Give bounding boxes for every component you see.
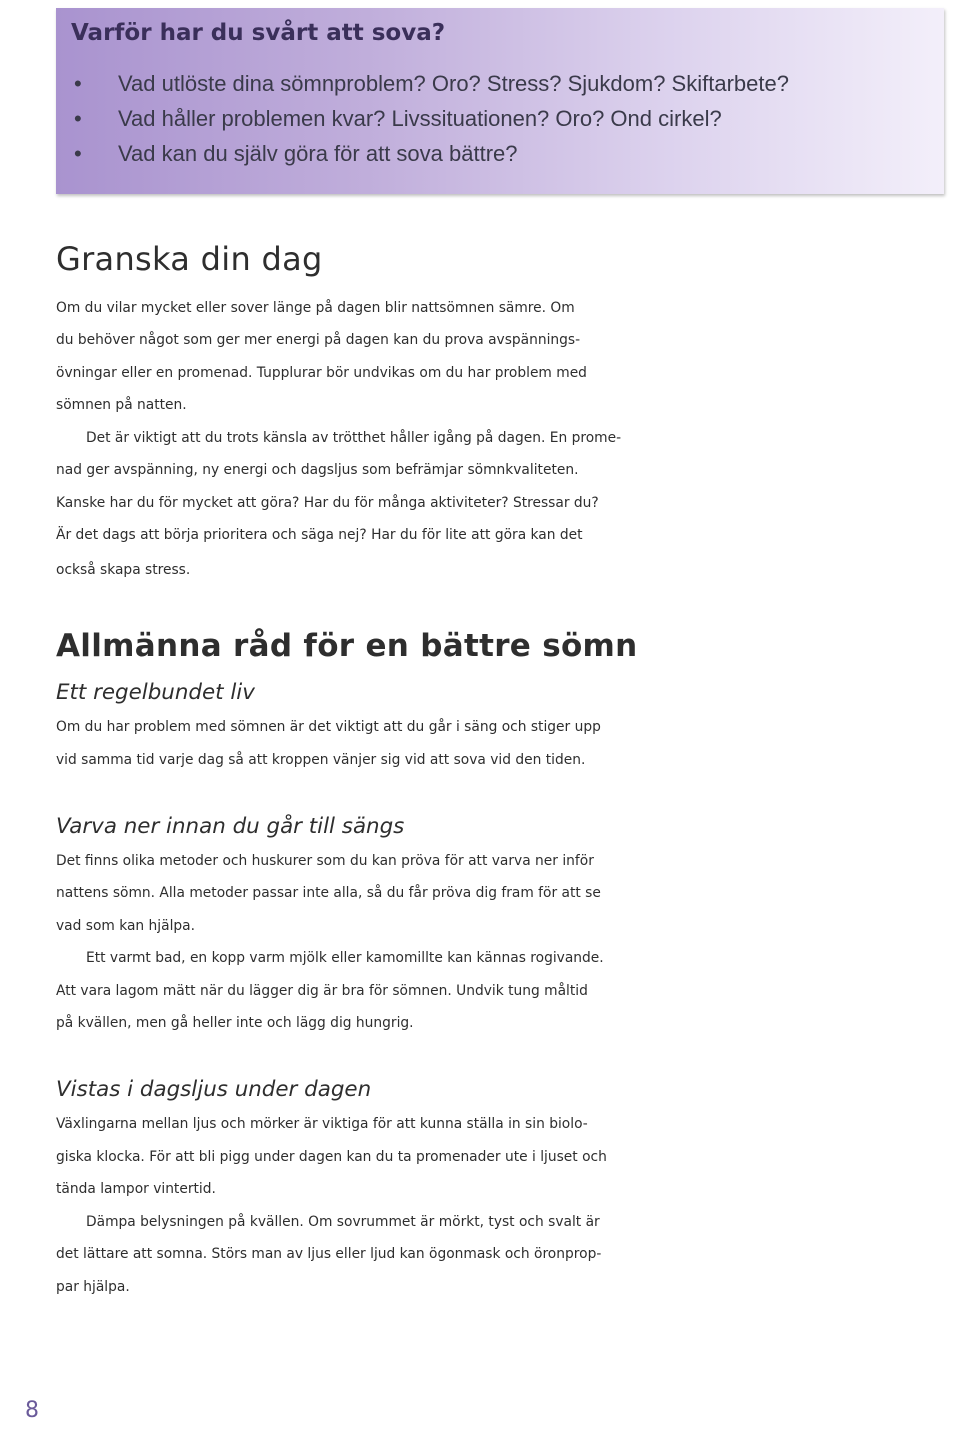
paragraph-line: du behöver något som ger mer energi på dagen kan du prova avspännings- bbox=[56, 332, 581, 348]
section-heading-granska: Granska din dag bbox=[56, 240, 323, 278]
paragraph-line: tända lampor vintertid. bbox=[56, 1181, 216, 1197]
list-item bbox=[71, 101, 789, 136]
list-item-text: Vad utlöste dina sömnproblem? Oro? Stress? Sjukdom? Skiftarbete? bbox=[118, 71, 789, 96]
paragraph-line: nattens sömn. Alla metoder passar inte alla, så du får pröva dig fram för att se bbox=[56, 885, 601, 901]
list-item bbox=[71, 136, 789, 171]
paragraph-line: Om du vilar mycket eller sover länge på dagen blir nattsömnen sämre. Om bbox=[56, 300, 575, 316]
bullet-icon: • bbox=[74, 71, 82, 96]
paragraph-line: Att vara lagom mätt när du lägger dig är bra för sömnen. Undvik tung måltid bbox=[56, 983, 588, 999]
paragraph-line: Är det dags att börja prioritera och säga nej? Har du för lite att göra kan det bbox=[56, 527, 583, 543]
question-list bbox=[71, 66, 789, 171]
paragraph-line: sömnen på natten. bbox=[56, 397, 187, 413]
paragraph-line: på kvällen, men gå heller inte och lägg dig hungrig. bbox=[56, 1015, 414, 1031]
subheading-varva-ner: Varva ner innan du går till sängs bbox=[56, 814, 405, 839]
paragraph-line: Dämpa belysningen på kvällen. Om sovrummet är mörkt, tyst och svalt är bbox=[86, 1214, 600, 1230]
paragraph-line: Det är viktigt att du trots känsla av trötthet håller igång på dagen. En prome- bbox=[86, 430, 622, 446]
paragraph-line: vad som kan hjälpa. bbox=[56, 918, 196, 934]
section-heading-allmanna: Allmänna råd för en bättre sömn bbox=[56, 628, 638, 664]
page-number: 8 bbox=[25, 1398, 39, 1423]
paragraph-line: giska klocka. För att bli pigg under dagen kan du ta promenader ute i ljuset och bbox=[56, 1149, 607, 1165]
paragraph-line: Om du har problem med sömnen är det viktigt att du går i säng och stiger upp bbox=[56, 719, 601, 735]
subheading-dagsljus: Vistas i dagsljus under dagen bbox=[56, 1077, 372, 1102]
list-item bbox=[71, 66, 789, 101]
paragraph-line: vid samma tid varje dag så att kroppen vänjer sig vid att sova vid den tiden. bbox=[56, 752, 586, 768]
question-box bbox=[56, 8, 944, 194]
bullet-icon: • bbox=[74, 106, 82, 131]
list-item-text: Vad håller problemen kvar? Livssituationen? Oro? Ond cirkel? bbox=[118, 106, 722, 131]
paragraph-line: det lättare att somna. Störs man av ljus eller ljud kan ögonmask och öronprop- bbox=[56, 1246, 602, 1262]
paragraph-line: par hjälpa. bbox=[56, 1279, 130, 1295]
paragraph-line: Kanske har du för mycket att göra? Har du för många aktiviteter? Stressar du? bbox=[56, 495, 599, 511]
box-title: Varför har du svårt att sova? bbox=[71, 20, 446, 46]
paragraph-line: Ett varmt bad, en kopp varm mjölk eller kamomillte kan kännas rogivande. bbox=[86, 950, 604, 966]
paragraph-line: övningar eller en promenad. Tupplurar bör undvikas om du har problem med bbox=[56, 365, 587, 381]
paragraph-line: Växlingarna mellan ljus och mörker är viktiga för att kunna ställa in sin biolo- bbox=[56, 1116, 588, 1132]
paragraph-line: Det finns olika metoder och huskurer som du kan pröva för att varva ner inför bbox=[56, 853, 594, 869]
paragraph-line: nad ger avspänning, ny energi och dagsljus som befrämjar sömnkvaliteten. bbox=[56, 462, 579, 478]
bullet-icon: • bbox=[74, 141, 82, 166]
list-item-text: Vad kan du själv göra för att sova bättre? bbox=[118, 141, 518, 166]
subheading-regelbundet: Ett regelbundet liv bbox=[56, 680, 255, 705]
paragraph-line: också skapa stress. bbox=[56, 562, 191, 578]
